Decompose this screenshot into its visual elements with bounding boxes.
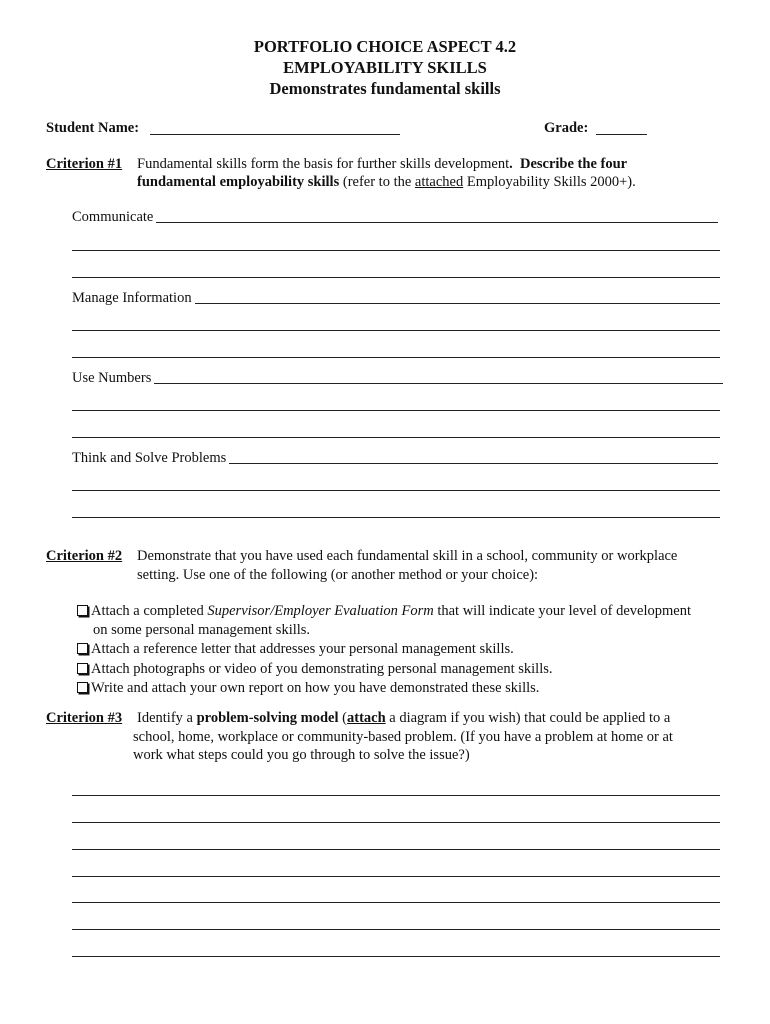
criterion2-text-line1: Demonstrate that you have used each fundamental skill in a school, community or workplace [137, 548, 678, 564]
answer-line[interactable] [72, 929, 720, 930]
answer-line[interactable] [72, 849, 720, 850]
answer-line[interactable] [72, 902, 720, 903]
student-name-label: Student Name: [46, 120, 140, 136]
answer-line[interactable] [72, 956, 720, 957]
criterion1-period: . [509, 156, 513, 172]
answer-line[interactable] [72, 277, 720, 278]
option-evaluation-form[interactable] [77, 602, 691, 620]
criterion1-ref-end: Employability Skills 2000+). [466, 174, 636, 190]
form-subtitle: EMPLOYABILITY SKILLS [283, 58, 487, 77]
criterion3-label: Criterion #3 [46, 710, 123, 726]
answer-line[interactable] [72, 822, 720, 823]
checkbox-icon[interactable] [77, 663, 88, 674]
criterion2-text-line2: setting. Use one of the following (or another method or your choice): [137, 567, 539, 583]
student-name-field[interactable] [150, 134, 400, 135]
option3-text: Attach photographs or video of you demonstrating personal management skills. [91, 661, 553, 677]
criterion3-paren: ( [342, 710, 347, 726]
option-photographs[interactable] [77, 660, 553, 678]
option1-text: Attach a completed [91, 603, 204, 619]
answer-line[interactable] [72, 490, 720, 491]
checkbox-icon[interactable] [77, 605, 88, 616]
criterion3-text-cont: a diagram if you wish) that could be applied to a [389, 710, 671, 726]
criterion3-text-line1 [137, 709, 670, 727]
option-reference-letter[interactable] [77, 640, 514, 658]
criterion1-text-line2 [137, 173, 636, 191]
answer-line[interactable] [72, 250, 720, 251]
skill-use-numbers-label: Use Numbers [72, 369, 154, 387]
answer-line[interactable] [72, 876, 720, 877]
skill-manage-information-label: Manage Information [72, 289, 195, 307]
option2-text: Attach a reference letter that addresses your personal management skills. [91, 641, 514, 657]
evaluation-form-name: Supervisor/Employer Evaluation Form [207, 603, 434, 619]
answer-line[interactable] [72, 330, 720, 331]
option-written-report[interactable] [77, 679, 539, 697]
form-section-title: Demonstrates fundamental skills [269, 79, 501, 98]
criterion3-text: Identify a [137, 710, 193, 726]
attach-emphasis: attach [346, 710, 386, 726]
criterion3-text-line2: school, home, workplace or community-based problem. (If you have a problem at home or at [133, 729, 673, 745]
problem-solving-model: problem-solving model [196, 710, 339, 726]
answer-line[interactable] [72, 795, 720, 796]
grade-label: Grade: [544, 120, 589, 136]
grade-field[interactable] [596, 134, 647, 135]
criterion1-text: Fundamental skills form the basis for further skills development [137, 156, 510, 172]
answer-line[interactable] [72, 517, 720, 518]
criterion1-attached: attached [414, 174, 464, 190]
answer-line[interactable] [72, 437, 720, 438]
criterion1-instruction-cont: fundamental employability skills [137, 174, 340, 190]
answer-line[interactable] [72, 357, 720, 358]
use-numbers-field-line[interactable] [72, 383, 723, 384]
communicate-field-line[interactable] [72, 222, 718, 223]
option1-line2: on some personal management skills. [93, 622, 311, 638]
skill-think-solve-label: Think and Solve Problems [72, 449, 229, 467]
answer-line[interactable] [72, 410, 720, 411]
checkbox-icon[interactable] [77, 682, 88, 693]
form-title: PORTFOLIO CHOICE ASPECT 4.2 [253, 37, 517, 56]
checkbox-icon[interactable] [77, 643, 88, 654]
criterion3-text-line3: work what steps could you go through to solve the issue?) [133, 747, 470, 763]
criterion1-ref: (refer to the [342, 174, 412, 190]
criterion1-instruction: Describe the four [519, 156, 628, 172]
criterion1-text-line1 [137, 155, 627, 173]
criterion2-label: Criterion #2 [46, 548, 123, 564]
option4-text: Write and attach your own report on how you have demonstrated these skills. [91, 680, 540, 696]
option1-text-cont: that will indicate your level of development [437, 603, 692, 619]
criterion1-label: Criterion #1 [46, 156, 123, 172]
skill-communicate-label: Communicate [72, 208, 156, 226]
